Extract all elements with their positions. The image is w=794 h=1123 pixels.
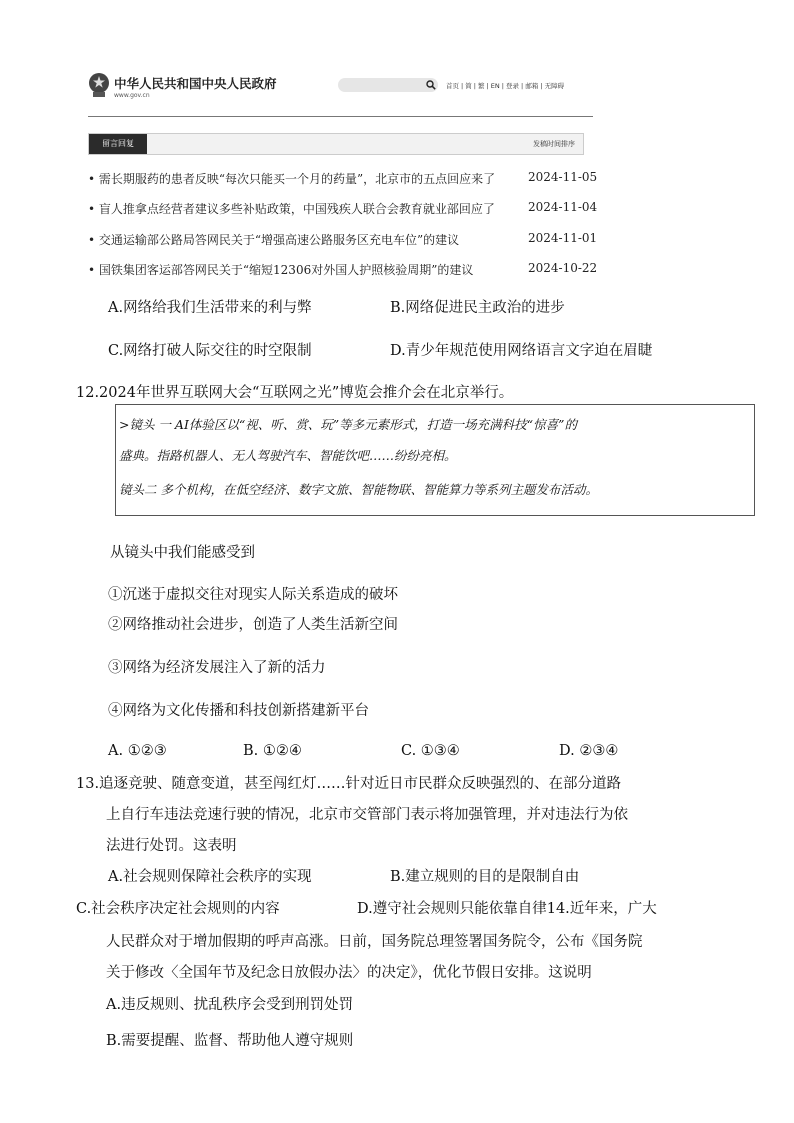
news-title[interactable]: 国铁集团客运部答网民关于“缩短12306对外国人护照核验周期”的建议 <box>98 263 474 277</box>
q12-statement-3: ③网络为经济发展注入了新的活力 <box>108 660 326 676</box>
list-item[interactable] <box>88 170 598 187</box>
list-item[interactable] <box>88 261 598 278</box>
nav-simplified[interactable]: 简 <box>465 82 472 90</box>
q13-option-c: C.社会秩序决定社会规则的内容 <box>76 901 280 917</box>
q14-line2: 人民群众对于增加假期的呼声高涨。日前，国务院总理签署国务院令，公布《国务院 <box>106 934 643 950</box>
q14-option-b: B.需要提醒、监督、帮助他人遵守规则 <box>106 1033 354 1049</box>
q12-option-b: B. ①②④ <box>243 743 302 759</box>
q13-option-d-q14-start: D.遵守社会规则只能依靠自律14.近年来，广大 <box>357 901 657 917</box>
news-title[interactable]: 盲人推拿点经营者建议多些补贴政策，中国残疾人联合会教育就业部回应了 <box>98 202 495 216</box>
q12-stem: 12.2024年世界互联网大会“互联网之光”博览会推介会在北京举行。 <box>76 385 514 401</box>
q13-option-b: B.建立规则的目的是限制自由 <box>390 869 580 885</box>
bullet: • <box>88 202 99 216</box>
q14-line3: 关于修改〈全国年节及纪念日放假办法〉的决定》，优化节假日安排。这说明 <box>106 965 592 981</box>
nav-home[interactable]: 首页 <box>446 82 459 90</box>
list-item[interactable] <box>88 200 598 217</box>
news-date: 2024-11-05 <box>528 170 598 184</box>
q12-prompt: 从镜头中我们能感受到 <box>110 545 255 561</box>
q13-line2: 上自行车违法竞速行驶的情况，北京市交管部门表示将加强管理，并对违法行为依 <box>106 807 628 823</box>
q12-option-d: D. ②③④ <box>559 743 619 759</box>
q11-option-c: C.网络打破人际交往的时空限制 <box>108 343 312 359</box>
site-url[interactable]: www.gov.cn <box>114 92 150 99</box>
nav-english[interactable]: EN <box>490 82 500 90</box>
q11-option-a: A.网络给我们生活带来的利与弊 <box>108 300 312 316</box>
q12-statement-1: ①沉迷于虚拟交往对现实人际关系造成的破坏 <box>108 587 398 603</box>
news-date: 2024-10-22 <box>528 261 598 275</box>
news-date: 2024-11-04 <box>528 200 598 214</box>
top-nav: 首页 | 简 | 繁 | EN | 登录 | 邮箱 | 无障碍 <box>446 82 565 90</box>
bullet: • <box>88 233 99 247</box>
nav-accessibility[interactable]: 无障碍 <box>544 82 565 90</box>
q13-line3: 法进行处罚。这表明 <box>106 838 237 854</box>
site-title[interactable]: 中华人民共和国中央人民政府 <box>114 76 277 91</box>
q12-option-a: A. ①②③ <box>108 743 167 759</box>
news-date: 2024-11-01 <box>528 231 598 245</box>
list-item[interactable] <box>88 231 598 248</box>
nav-traditional[interactable]: 繁 <box>478 82 485 90</box>
q12-option-c: C. ①③④ <box>401 743 460 759</box>
q11-option-d: D.青少年规范使用网络语言文字迫在眉睫 <box>390 343 653 359</box>
q12-statement-2: ②网络推动社会进步，创造了人类生活新空间 <box>108 617 398 633</box>
bullet: • <box>88 263 99 277</box>
q12-statement-4: ④网络为文化传播和科技创新搭建新平台 <box>108 703 369 719</box>
q11-option-b: B.网络促进民主政治的进步 <box>390 300 565 316</box>
q12-lens1-line1: >镜头 一 AI体验区以“视、听、赏、玩”等多元素形式，打造一场充满科技“惊喜”的 <box>119 417 577 432</box>
q14-option-a: A.违反规则、扰乱秩序会受到刑罚处罚 <box>106 997 354 1013</box>
search-input[interactable] <box>338 78 438 92</box>
sort-by-date-button[interactable]: 发稿时间排序 <box>533 140 575 148</box>
q12-lens1-line2: 盛典。指路机器人、无人驾驶汽车、智能饮吧……纷纷亮相。 <box>119 448 457 463</box>
q13-option-a: A.社会规则保障社会秩序的实现 <box>108 869 312 885</box>
national-emblem-icon <box>88 72 110 98</box>
message-reply-bar <box>88 133 584 155</box>
tab-message-reply[interactable]: 留言回复 <box>89 134 147 154</box>
q12-lens2: 镜头二 多个机构，在低空经济、数字文旅、智能物联、智能算力等系列主题发布活动。 <box>119 482 598 497</box>
bullet: • <box>88 172 99 186</box>
news-title[interactable]: 需长期服药的患者反映“每次只能买一个月的药量”，北京市的五点回应来了 <box>98 172 496 186</box>
gov-site-header <box>88 70 593 117</box>
q13-line1: 13.追逐竞驶、随意变道，甚至闯红灯……针对近日市民群众反映强烈的、在部分道路 <box>76 776 622 792</box>
nav-mail[interactable]: 邮箱 <box>525 82 539 90</box>
news-title[interactable]: 交通运输部公路局答网民关于“增强高速公路服务区充电车位”的建议 <box>98 233 460 247</box>
nav-login[interactable]: 登录 <box>506 82 520 90</box>
search-icon[interactable] <box>426 80 436 90</box>
